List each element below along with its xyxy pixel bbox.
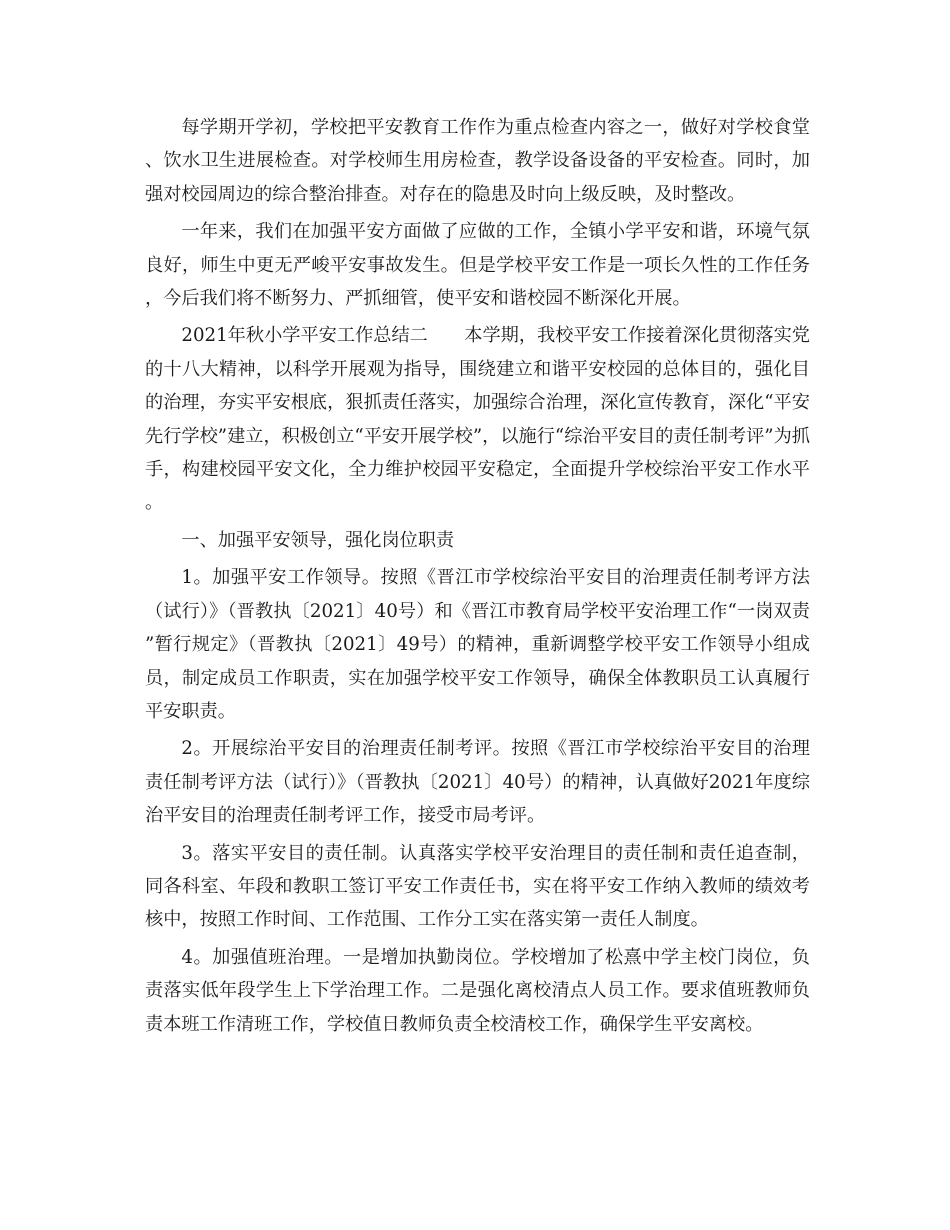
- paragraph-item-2: 2。开展综治平安目的治理责任制考评。按照《晋江市学校综治平安目的治理责任制考评方法（试行）》（晋教执〔2021〕40号）的精神，认真做好2021年度综治平安目的治理责任制考评工作，接受市局考评。: [145, 738, 810, 827]
- paragraph-autumn-summary: 2021年秋小学平安工作总结二 本学期，我校平安工作接着深化贯彻落实党的十八大精神，以科学开展观为指导，围绕建立和谐平安校园的总体目的，强化目的治理，夯实平安根底，狠抓责任落实，加强综合治理，深化宣传教育，深化“平安先行学校”建立，积极创立“平安开展学校”，以施行“综治平安目的责任制考评”为抓手，构建校园平安文化，全力维护校园平安稳定，全面提升学校综治平安工作水平。: [145, 325, 810, 514]
- paragraph-item-4: 4。加强值班治理。一是增加执勤岗位。学校增加了松熹中学主校门岗位，负责落实低年段学生上下学治理工作。二是强化离校清点人员工作。要求值班教师负责本班工作清班工作，学校值日教师负责全校清校工作，确保学生平安离校。: [145, 946, 810, 1035]
- paragraph-item-3: 3。落实平安目的责任制。认真落实学校平安治理目的责任制和责任追查制，同各科室、年段和教职工签订平安工作责任书，实在将平安工作纳入教师的绩效考核中，按照工作时间、工作范围、工作分工实在落实第一责任人制度。: [145, 842, 810, 931]
- document-body: [145, 111, 810, 1045]
- paragraph-year-summary: 一年来，我们在加强平安方面做了应做的工作，全镇小学平安和谐，环境气氛良好，师生中更无严峻平安事故发生。但是学校平安工作是一项长久性的工作任务，今后我们将不断努力、严抓细管，使平安和谐校园不断深化开展。: [145, 221, 810, 310]
- section-heading-leadership: 一、加强平安领导，强化岗位职责: [181, 529, 455, 551]
- paragraph-inspection: 每学期开学初，学校把平安教育工作作为重点检查内容之一，做好对学校食堂、饮水卫生进展检查。对学校师生用房检查，教学设备设备的平安检查。同时，加强对校园周边的综合整治排查。对存在的隐患及时向上级反映，及时整改。: [145, 117, 810, 205]
- paragraph-item-1: 1。加强平安工作领导。按照《晋江市学校综治平安目的治理责任制考评方法（试行）》（晋教执〔2021〕40号）和《晋江市教育局学校平安治理工作“一岗双责”暂行规定》（晋教执〔2021〕49号）的精神，重新调整学校平安工作领导小组成员，制定成员工作职责，实在加强学校平安工作领导，确保全体教职员工认真履行平安职责。: [145, 567, 810, 722]
